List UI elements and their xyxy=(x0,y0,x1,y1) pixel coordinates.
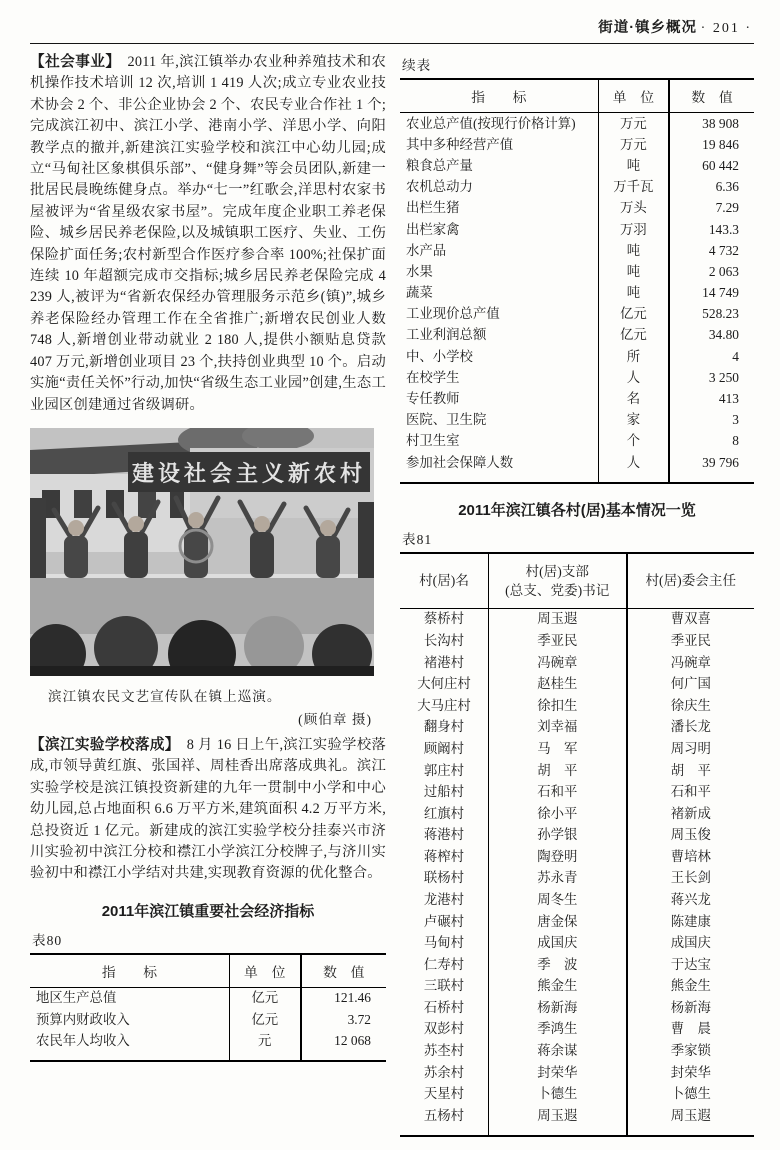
header-line2: (总支、党委)书记 xyxy=(505,582,610,598)
unit-cell: 吨 xyxy=(598,261,669,282)
indicator-cell: 其中多种经营产值 xyxy=(400,134,598,155)
table-row xyxy=(400,134,754,155)
table-row xyxy=(400,954,754,976)
party-secretary-cell: 成国庆 xyxy=(489,932,627,954)
unit-cell: 万羽 xyxy=(598,219,669,240)
committee-director-cell: 冯碗章 xyxy=(670,654,711,670)
indicator-cell: 村卫生室 xyxy=(400,431,598,452)
indicator-cell: 农民年人均收入 xyxy=(30,1030,229,1061)
table-row xyxy=(400,868,754,890)
continued-indicators-table xyxy=(400,78,754,484)
committee-director-cell: 周玉俊 xyxy=(670,827,711,843)
village-name-cell: 双彭村 xyxy=(400,1019,489,1041)
village-name-cell: 苏杢村 xyxy=(400,1040,489,1062)
unit-cell: 亿元 xyxy=(598,325,669,346)
table-row xyxy=(400,177,754,198)
village-name-cell: 蒋榨村 xyxy=(400,846,489,868)
table-row xyxy=(400,608,754,630)
village-name-cell: 仁寿村 xyxy=(400,954,489,976)
indicator-cell: 水果 xyxy=(400,261,598,282)
table-row xyxy=(400,911,754,933)
committee-director-cell: 曹培林 xyxy=(670,848,711,864)
party-secretary-cell: 季亚民 xyxy=(489,630,627,652)
table-row xyxy=(400,889,754,911)
value-cell: 4 xyxy=(732,348,739,364)
table-row xyxy=(400,1083,754,1105)
party-secretary-cell: 周玉遐 xyxy=(489,1105,627,1136)
committee-director-cell: 于达宝 xyxy=(670,956,711,972)
table-row xyxy=(400,1105,754,1136)
section-title: 街道·镇乡概况 xyxy=(598,20,698,36)
village-name-cell: 苏余村 xyxy=(400,1062,489,1084)
indicator-cell: 出栏生猪 xyxy=(400,198,598,219)
committee-director-cell: 季家锁 xyxy=(670,1043,711,1059)
indicator-cell: 出栏家禽 xyxy=(400,219,598,240)
village-name-cell: 三联村 xyxy=(400,975,489,997)
table-row xyxy=(400,738,754,760)
table-row xyxy=(400,283,754,304)
party-secretary-cell: 陶登明 xyxy=(489,846,627,868)
committee-director-cell: 季亚民 xyxy=(670,633,711,649)
party-secretary-cell: 冯碗章 xyxy=(489,652,627,674)
table81-label: 表81 xyxy=(402,531,433,547)
page-header xyxy=(30,12,754,43)
header-rule xyxy=(30,43,754,44)
paragraph-text: 8 月 16 日上午,滨江实验学校落成,市领导黄红旗、张国祥、周桂香出席落成典礼。滨江实验学校是滨江镇投资新建的九年一贯制中小学和中心幼儿园,总占地面积 6.6 万平方米,建筑面积 4.2 万平方米,总投资近 1 亿元。新建成的滨江实验学校分挂泰兴市济川实验初中滨江分校和襟江小学滨江分校牌子,与济川实验初中和襟江小学结对共建,实现教育资源的优化整合。 xyxy=(30,736,386,882)
unit-cell: 名 xyxy=(598,388,669,409)
committee-director-cell: 曹双喜 xyxy=(670,611,711,627)
table-header-row xyxy=(400,79,754,113)
village-name-cell: 蔡桥村 xyxy=(400,608,489,630)
party-secretary-cell: 孙学银 xyxy=(489,824,627,846)
value-cell: 34.80 xyxy=(708,327,739,343)
indicator-cell: 水产品 xyxy=(400,240,598,261)
village-name-cell: 五杨村 xyxy=(400,1105,489,1136)
table-row xyxy=(400,652,754,674)
party-secretary-cell: 马 军 xyxy=(489,738,627,760)
committee-director-cell: 王长剑 xyxy=(670,870,711,886)
table-row xyxy=(400,824,754,846)
table-row xyxy=(400,1040,754,1062)
table-row xyxy=(400,219,754,240)
table80-label: 表80 xyxy=(32,932,63,948)
committee-director-cell: 潘长龙 xyxy=(670,719,711,735)
value-cell: 19 846 xyxy=(702,136,739,152)
party-secretary-cell: 周冬生 xyxy=(489,889,627,911)
continued-table-label: 续表 xyxy=(402,58,432,73)
indicator-column-header: 指 标 xyxy=(400,79,598,113)
table-row xyxy=(400,760,754,782)
table-row xyxy=(400,388,754,409)
value-cell: 60 442 xyxy=(702,157,739,173)
value-cell: 413 xyxy=(718,391,739,407)
party-secretary-cell: 杨新海 xyxy=(489,997,627,1019)
committee-director-cell: 曹 晨 xyxy=(670,1021,711,1037)
unit-cell: 个 xyxy=(598,431,669,452)
village-name-cell: 马甸村 xyxy=(400,932,489,954)
value-cell: 39 796 xyxy=(702,454,739,470)
table-row xyxy=(400,803,754,825)
header-line1: 村(居)支部 xyxy=(525,563,589,579)
indicator-cell: 专任教师 xyxy=(400,388,598,409)
village-roster-table xyxy=(400,552,754,1137)
school-completion-paragraph xyxy=(30,735,386,885)
indicator-cell: 工业现价总产值 xyxy=(400,304,598,325)
committee-director-cell: 杨新海 xyxy=(670,999,711,1015)
paragraph-text: 2011 年,滨江镇举办农业种养殖技术和农机操作技术培训 12 次,培训 1 419 人次;成立专业农业技术协会 2 个、非公企业协会 2 个、农民专业合作社 1 个;完成滨江初中、滨江小学、港南小学、洋思小学、向阳教学点的撤并,新建滨江实验学校和滨江中心幼儿园;成立“马甸社区象棋俱乐部”、“健身舞”等会员团队,新建一批居民晨晚练健身点。举办“七一”红歌会,洋思村农家书屋被评为“省星级农家书屋”。完成年度企业职工养老保险、城乡居民养老保险,以及城镇职工医疗、失业、工伤保险扩面任务;农村新型合作医疗参合率 100%;社保扩面连续 10 年超额完成市交指标;城乡居民养老保险完成 4 239 人,被评为“省新农保经办管理服务示范乡(镇)”,城乡养老保险经办管理工作在全省推广;新增农民创业人数 748 人,新增创业带动就业 2 180 人,提供小额贴息贷款 407 万元,新增创业项目 23 个,扶持创业典型 10 个。启动实施“责任关怀”行动,加快“省级生态工业园”创建,生态工业园区创建通过省级调研。 xyxy=(30,54,386,413)
unit-cell: 亿元 xyxy=(229,987,300,1009)
table-row xyxy=(400,198,754,219)
left-column xyxy=(30,52,386,1137)
unit-cell: 人 xyxy=(598,367,669,388)
table-header-row xyxy=(30,954,386,988)
party-secretary-cell: 蒋余谋 xyxy=(489,1040,627,1062)
village-name-cell: 石桥村 xyxy=(400,997,489,1019)
party-secretary-cell: 苏永青 xyxy=(489,868,627,890)
party-secretary-cell: 季 波 xyxy=(489,954,627,976)
village-name-cell: 联杨村 xyxy=(400,868,489,890)
party-secretary-cell: 石和平 xyxy=(489,781,627,803)
party-secretary-cell: 徐扣生 xyxy=(489,695,627,717)
economic-indicators-table xyxy=(30,953,386,1062)
village-name-cell: 大何庄村 xyxy=(400,673,489,695)
table-row xyxy=(400,410,754,431)
village-name-cell: 翻身村 xyxy=(400,716,489,738)
unit-cell: 人 xyxy=(598,452,669,483)
social-programs-paragraph xyxy=(30,52,386,416)
committee-director-cell: 成国庆 xyxy=(670,935,711,951)
party-secretary-cell: 季鸿生 xyxy=(489,1019,627,1041)
table-row xyxy=(400,846,754,868)
value-column-header: 数 值 xyxy=(301,954,386,988)
table-row xyxy=(400,695,754,717)
party-secretary-cell: 卜德生 xyxy=(489,1083,627,1105)
table-row xyxy=(400,240,754,261)
value-cell: 7.29 xyxy=(715,200,739,216)
value-column-header: 数 值 xyxy=(669,79,754,113)
unit-cell: 元 xyxy=(229,1030,300,1061)
table-row xyxy=(400,261,754,282)
indicator-cell: 粮食总产量 xyxy=(400,155,598,176)
village-name-cell: 蒋港村 xyxy=(400,824,489,846)
unit-cell: 亿元 xyxy=(598,304,669,325)
village-name-cell: 龙港村 xyxy=(400,889,489,911)
committee-director-cell: 徐庆生 xyxy=(670,697,711,713)
paragraph-heading: 【社会事业】 xyxy=(30,54,121,70)
village-name-cell: 大马庄村 xyxy=(400,695,489,717)
table-header-row xyxy=(400,553,754,609)
table-row xyxy=(30,1030,386,1061)
indicator-cell: 工业利润总额 xyxy=(400,325,598,346)
committee-director-cell: 封荣华 xyxy=(670,1064,711,1080)
party-secretary-cell: 封荣华 xyxy=(489,1062,627,1084)
village-name-cell: 褚港村 xyxy=(400,652,489,674)
party-secretary-cell: 周玉遐 xyxy=(489,608,627,630)
unit-column-header: 单 位 xyxy=(598,79,669,113)
unit-cell: 万头 xyxy=(598,198,669,219)
table-row xyxy=(400,325,754,346)
party-secretary-column-header xyxy=(489,553,627,609)
right-column xyxy=(400,52,754,1137)
committee-director-cell: 陈建康 xyxy=(670,913,711,929)
table-row xyxy=(400,431,754,452)
table-row xyxy=(400,452,754,483)
table-row xyxy=(400,1062,754,1084)
village-name-column-header: 村(居)名 xyxy=(400,553,489,609)
village-name-cell: 顾阚村 xyxy=(400,738,489,760)
indicator-cell: 地区生产总值 xyxy=(30,987,229,1009)
paragraph-heading: 【滨江实验学校落成】 xyxy=(30,736,180,753)
indicator-column-header: 指 标 xyxy=(30,954,229,988)
table-row xyxy=(400,304,754,325)
committee-director-cell: 熊金生 xyxy=(670,978,711,994)
committee-director-cell: 褚新成 xyxy=(670,805,711,821)
party-secretary-cell: 唐金保 xyxy=(489,911,627,933)
table-row xyxy=(400,155,754,176)
photo-caption: 滨江镇农民文艺宣传队在镇上巡演。 xyxy=(48,688,282,704)
photo-illustration xyxy=(30,428,374,676)
value-cell: 6.36 xyxy=(715,179,739,195)
indicator-cell: 在校学生 xyxy=(400,367,598,388)
value-cell: 14 749 xyxy=(702,285,739,301)
committee-director-cell: 周玉遐 xyxy=(670,1107,711,1123)
unit-cell: 万千瓦 xyxy=(598,177,669,198)
table-row xyxy=(400,781,754,803)
page-number: · 201 · xyxy=(700,21,752,36)
value-cell: 528.23 xyxy=(702,306,739,322)
value-cell: 2 063 xyxy=(708,263,739,279)
value-cell: 143.3 xyxy=(708,221,739,237)
table-row xyxy=(400,673,754,695)
unit-column-header: 单 位 xyxy=(229,954,300,988)
value-cell: 121.46 xyxy=(334,990,371,1006)
committee-director-cell: 蒋兴龙 xyxy=(670,892,711,907)
party-secretary-cell: 徐小平 xyxy=(489,803,627,825)
value-cell: 38 908 xyxy=(702,115,739,131)
table-row xyxy=(400,997,754,1019)
village-name-cell: 长沟村 xyxy=(400,630,489,652)
unit-cell: 吨 xyxy=(598,155,669,176)
table81-title: 2011年滨江镇各村(居)基本情况一览 xyxy=(458,501,696,519)
committee-director-cell: 何广国 xyxy=(670,676,711,692)
party-secretary-cell: 赵桂生 xyxy=(489,673,627,695)
table-row xyxy=(400,1019,754,1041)
committee-director-cell: 卜德生 xyxy=(670,1086,711,1102)
committee-director-cell: 周习明 xyxy=(670,740,711,756)
indicator-cell: 农机总动力 xyxy=(400,177,598,198)
committee-director-cell: 胡 平 xyxy=(670,762,711,778)
table-row xyxy=(30,987,386,1009)
indicator-cell: 预算内财政收入 xyxy=(30,1009,229,1030)
unit-cell: 亿元 xyxy=(229,1009,300,1030)
unit-cell: 家 xyxy=(598,410,669,431)
indicator-cell: 医院、卫生院 xyxy=(400,410,598,431)
table80-title: 2011年滨江镇重要社会经济指标 xyxy=(101,902,315,920)
banner-text: 建设社会主义新农村 xyxy=(131,460,367,486)
party-secretary-cell: 熊金生 xyxy=(489,975,627,997)
village-name-cell: 天星村 xyxy=(400,1083,489,1105)
unit-cell: 所 xyxy=(598,346,669,367)
value-cell: 12 068 xyxy=(334,1032,371,1048)
unit-cell: 万元 xyxy=(598,134,669,155)
indicator-cell: 蔬菜 xyxy=(400,283,598,304)
table-row xyxy=(400,630,754,652)
village-name-cell: 郭庄村 xyxy=(400,760,489,782)
table-row xyxy=(400,932,754,954)
value-cell: 4 732 xyxy=(708,242,739,258)
committee-director-column-header: 村(居)委会主任 xyxy=(627,553,754,609)
table-row xyxy=(400,367,754,388)
village-name-cell: 过船村 xyxy=(400,781,489,803)
unit-cell: 万元 xyxy=(598,113,669,135)
indicator-cell: 中、小学校 xyxy=(400,346,598,367)
table-row xyxy=(400,716,754,738)
table-row xyxy=(400,346,754,367)
unit-cell: 吨 xyxy=(598,240,669,261)
indicator-cell: 农业总产值(按现行价格计算) xyxy=(400,113,598,135)
table-row xyxy=(400,113,754,135)
photo-credit: (顾伯章 摄) xyxy=(298,711,372,727)
party-secretary-cell: 胡 平 xyxy=(489,760,627,782)
value-cell: 8 xyxy=(732,433,739,449)
party-secretary-cell: 刘幸福 xyxy=(489,716,627,738)
village-name-cell: 卢碾村 xyxy=(400,911,489,933)
value-cell: 3 250 xyxy=(708,369,739,385)
indicator-cell: 参加社会保障人数 xyxy=(400,452,598,483)
two-column-layout xyxy=(30,52,754,1137)
committee-director-cell: 石和平 xyxy=(670,784,711,800)
value-cell: 3 xyxy=(732,412,739,428)
value-cell: 3.72 xyxy=(347,1011,371,1027)
performance-photo xyxy=(30,428,374,676)
table-row xyxy=(400,975,754,997)
village-name-cell: 红旗村 xyxy=(400,803,489,825)
table-row xyxy=(30,1009,386,1030)
unit-cell: 吨 xyxy=(598,283,669,304)
